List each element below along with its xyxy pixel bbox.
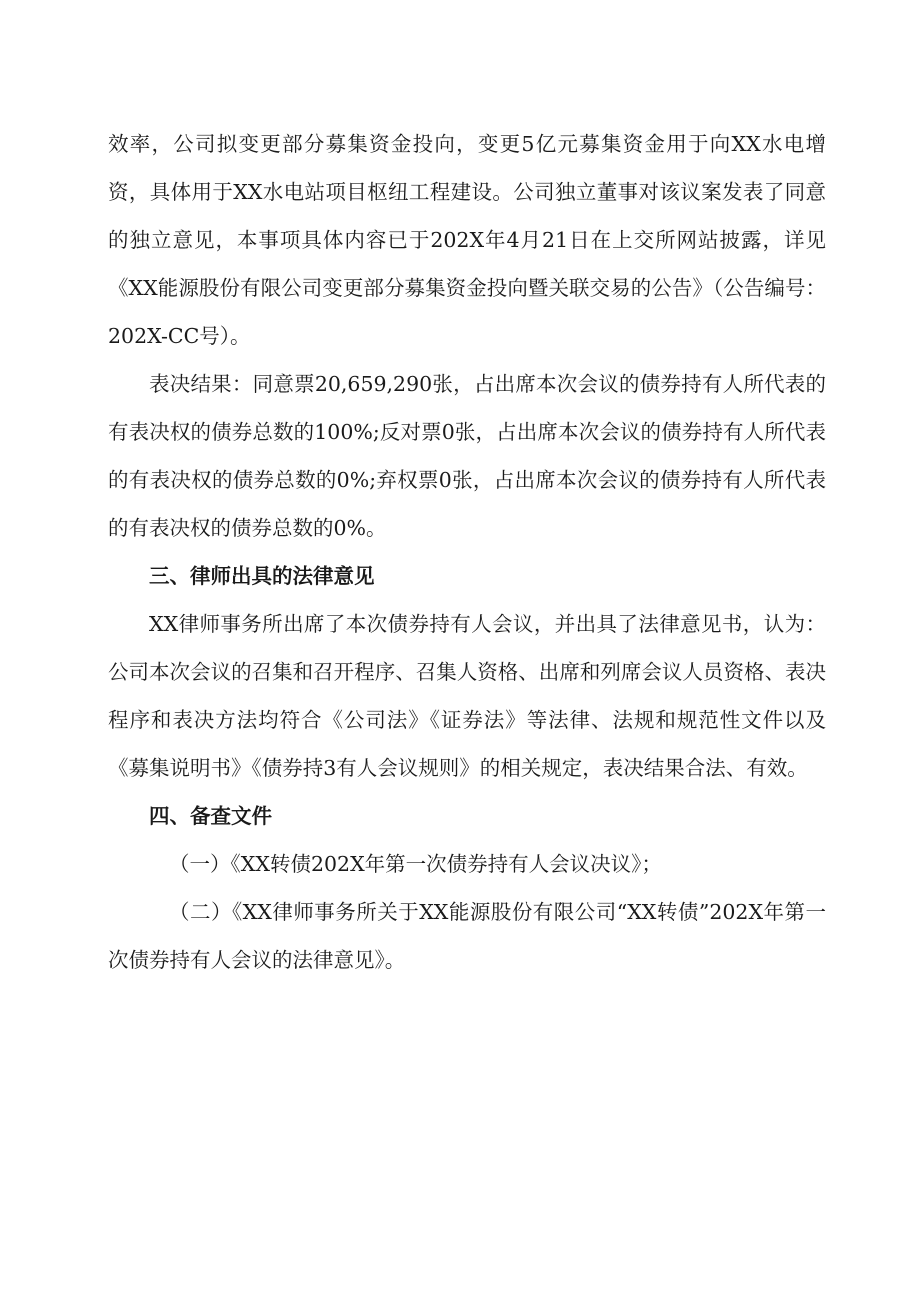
paragraph-legal-opinion: XX律师事务所出席了本次债券持有人会议，并出具了法律意见书，认为：公司本次会议的召集和召开程序、召集人资格、出席和列席会议人员资格、表决程序和表决方法均符合《公司法》《证券法》等法律、法规和规范性文件以及《募集说明书》《债券持3有人会议规则》的相关规定，表决结果合法、有效。 [108, 612, 826, 780]
paragraph-resolution-detail: 效率，公司拟变更部分募集资金投向，变更5亿元募集资金用于向XX水电增资，具体用于XX水电站项目枢纽工程建设。公司独立董事对该议案发表了同意的独立意见，本事项具体内容已于202X年4月21日在上交所网站披露，详见《XX能源股份有限公司变更部分募集资金投向暨关联交易的公告》（公告编号：202X-CC号）。 [108, 132, 826, 348]
section-heading-reference-documents: 四、备查文件 [149, 804, 272, 828]
document-page [108, 120, 826, 984]
paragraph-voting-result: 表决结果：同意票20,659,290张，占出席本次会议的债券持有人所代表的有表决权的债券总数的100%;反对票0张，占出席本次会议的债券持有人所代表的有表决权的债券总数的0%;弃权票0张，占出席本次会议的债券持有人所代表的有表决权的债券总数的0%。 [108, 372, 826, 540]
reference-document-item-2: （二）《XX律师事务所关于XX能源股份有限公司“XX转债”202X年第一次债券持有人会议的法律意见》。 [108, 900, 826, 972]
reference-document-item-1: （一）《XX转债202X年第一次债券持有人会议决议》； [169, 852, 662, 876]
section-heading-legal-opinion: 三、律师出具的法律意见 [149, 564, 375, 588]
